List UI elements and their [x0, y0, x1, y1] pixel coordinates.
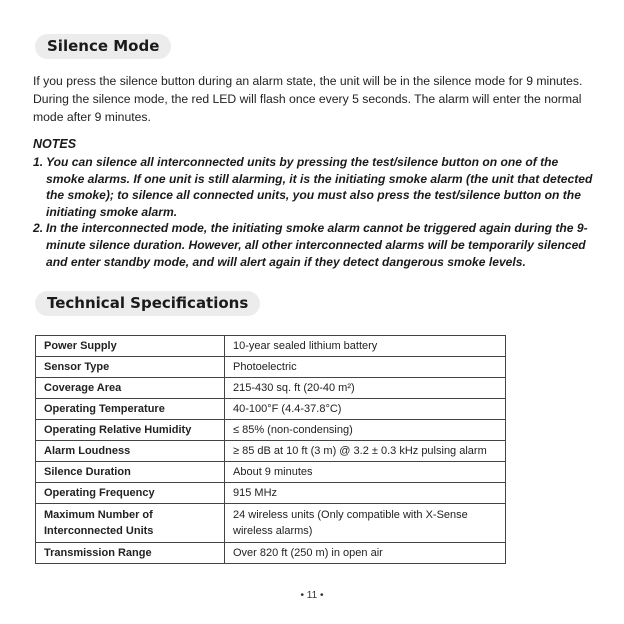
table-row: [36, 399, 506, 420]
spec-value: ≥ 85 dB at 10 ft (3 m) @ 3.2 ± 0.3 kHz pulsing alarm: [225, 441, 506, 462]
page-number: • 11 •: [300, 590, 324, 601]
spec-value: 215-430 sq. ft (20-40 m²): [225, 378, 506, 399]
spec-label: Operating Frequency: [36, 483, 225, 504]
table-row: [36, 336, 506, 357]
spec-value: Photoelectric: [225, 357, 506, 378]
spec-label: Silence Duration: [36, 462, 225, 483]
table-row: [36, 420, 506, 441]
note-number: 2.: [33, 221, 44, 236]
spec-label: Maximum Number of Interconnected Units: [36, 504, 225, 543]
table-row: [36, 462, 506, 483]
spec-value: 24 wireless units (Only compatible with X-Sense wireless alarms): [225, 504, 506, 543]
specifications-table: [35, 335, 506, 564]
note-item: [33, 154, 595, 220]
spec-value: ≤ 85% (non-condensing): [225, 420, 506, 441]
table-row: [36, 483, 506, 504]
spec-label: Coverage Area: [36, 378, 225, 399]
spec-value: 915 MHz: [225, 483, 506, 504]
note-item: [33, 220, 595, 270]
note-text: You can silence all interconnected units by pressing the test/silence button on one of the smoke alarms. If one unit is still alarming, it is the initiating smoke alarm (the unit that detected the smoke); to silence all connected units, you must also press the test/silence button on the initiating smoke alarm.: [46, 155, 593, 219]
spec-label: Power Supply: [36, 336, 225, 357]
spec-label: Transmission Range: [36, 543, 225, 564]
note-number: 1.: [33, 155, 44, 169]
table-row: [36, 357, 506, 378]
note-text: In the interconnected mode, the initiating smoke alarm cannot be triggered again during the 9-minute silence duration. However, all other interconnected alarms will be temporarily silenced and enter standby mode, and will alert again if they detect dangerous smoke levels.: [46, 221, 588, 269]
spec-value: 10-year sealed lithium battery: [225, 336, 506, 357]
technical-specifications-heading: Technical Specifications: [35, 291, 260, 316]
silence-mode-paragraph: If you press the silence button during an alarm state, the unit will be in the silence mode for 9 minutes. During the silence mode, the red LED will flash once every 5 seconds. The alarm will enter the normal mode after 9 minutes.: [33, 74, 583, 124]
spec-value: Over 820 ft (250 m) in open air: [225, 543, 506, 564]
spec-label: Alarm Loudness: [36, 441, 225, 462]
spec-label: Operating Temperature: [36, 399, 225, 420]
notes-list: [33, 154, 595, 270]
table-row: [36, 504, 506, 543]
silence-mode-heading: Silence Mode: [35, 34, 171, 59]
spec-value: 40-100°F (4.4-37.8°C): [225, 399, 506, 420]
spec-label: Sensor Type: [36, 357, 225, 378]
spec-value: About 9 minutes: [225, 462, 506, 483]
notes-heading: NOTES: [33, 137, 77, 151]
spec-label: Operating Relative Humidity: [36, 420, 225, 441]
table-row: [36, 543, 506, 564]
table-row: [36, 378, 506, 399]
table-row: [36, 441, 506, 462]
